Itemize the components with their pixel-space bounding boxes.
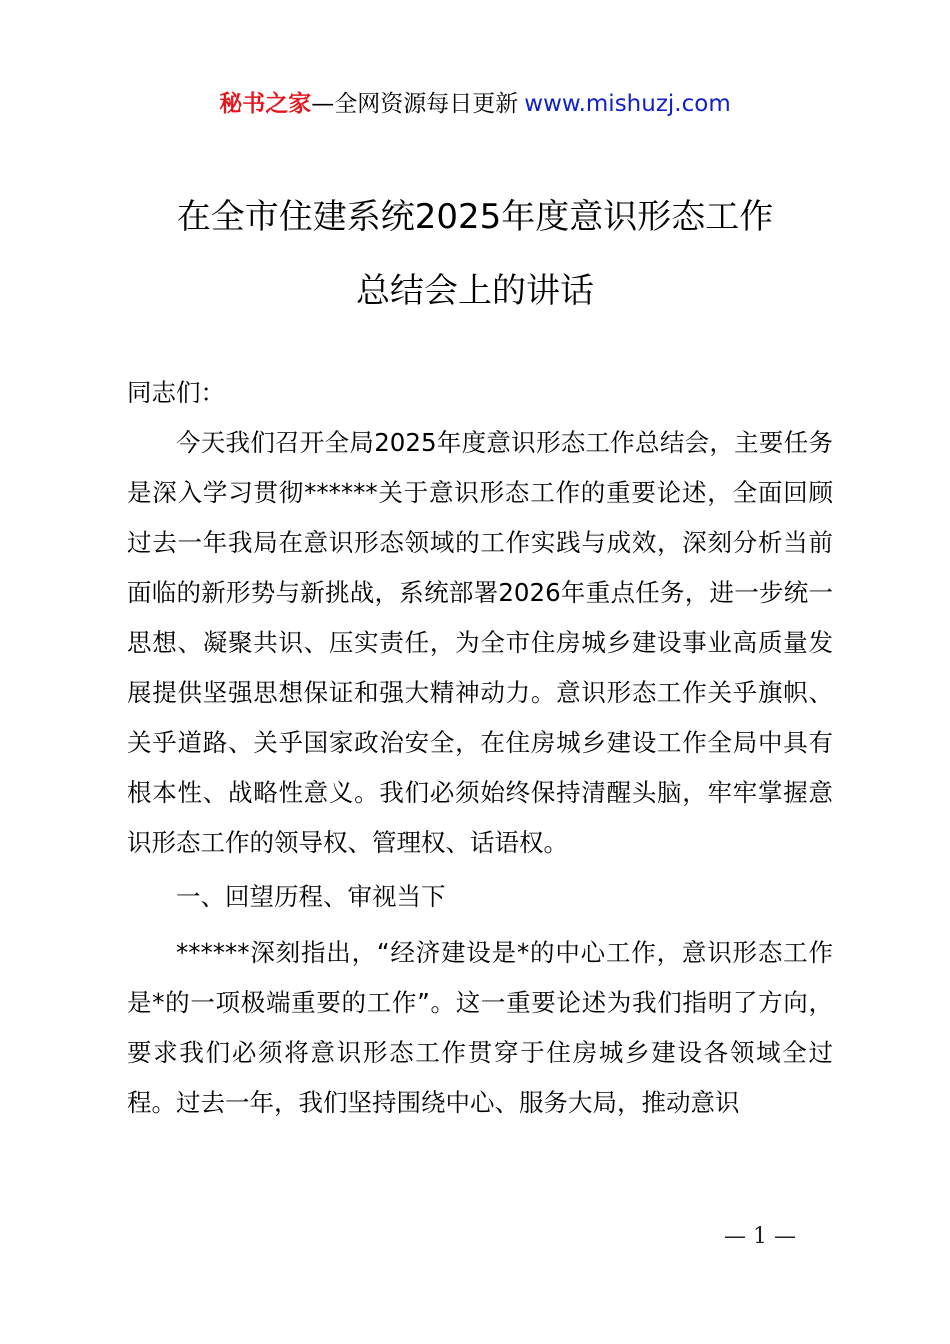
header-tagline: —全网资源每日更新 <box>311 91 519 117</box>
section-heading: 一、回望历程、审视当下 <box>176 882 446 911</box>
site-url-link[interactable]: www.mishuzj.com <box>524 91 731 117</box>
document-title <box>0 180 950 328</box>
title-line-2: 总结会上的讲话 <box>356 271 594 311</box>
page-number: — 1 — <box>724 1224 796 1249</box>
document-body <box>127 368 833 1128</box>
section-paragraph: ******深刻指出，“经济建设是*的中心工作，意识形态工作是*的一项极端重要的工作”。这一重要论述为我们指明了方向，要求我们必须将意识形态工作贯穿于住房城乡建设各领域全过程。过去一年，我们坚持围绕中心、服务大局，推动意识 <box>127 938 833 1117</box>
site-header <box>0 86 950 122</box>
title-line-1: 在全市住建系统2025年度意识形态工作 <box>176 197 774 237</box>
brand-name: 秘书之家 <box>219 91 312 117</box>
intro-paragraph: 今天我们召开全局2025年度意识形态工作总结会，主要任务是深入学习贯彻******关于意识形态工作的重要论述，全面回顾过去一年我局在意识形态领域的工作实践与成效，深刻分析当前面临的新形势与新挑战，系统部署2026年重点任务，进一步统一思想、凝聚共识、压实责任，为全市住房城乡建设事业高质量发展提供坚强思想保证和强大精神动力。意识形态工作关乎旗帜、关乎道路、关乎国家政治安全，在住房城乡建设工作全局中具有根本性、战略性意义。我们必须始终保持清醒头脑，牢牢掌握意识形态工作的领导权、管理权、话语权。 <box>127 428 833 857</box>
salutation: 同志们： <box>127 378 225 407</box>
